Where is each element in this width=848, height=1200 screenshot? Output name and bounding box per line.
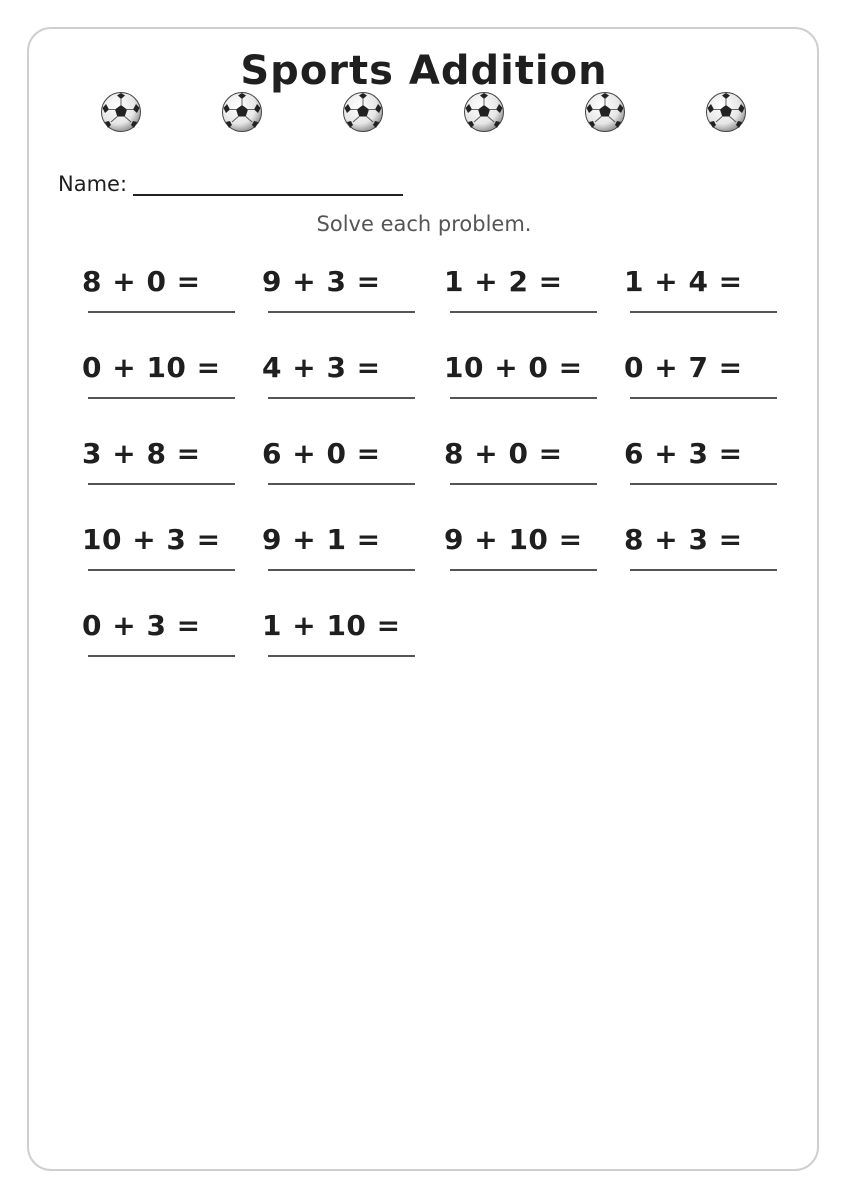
answer-line[interactable] [630,397,777,399]
name-label: Name: [58,172,128,196]
problem-equation: 1 + 2 = [444,265,563,298]
problem-item [82,265,234,315]
worksheet-page [27,27,819,1171]
problem-equation: 8 + 0 = [82,265,201,298]
problem-item [262,437,414,487]
soccer-ball-icon [221,91,263,133]
instruction-text: Solve each problem. [316,212,532,236]
problem-equation: 0 + 7 = [624,351,743,384]
problem-equation: 4 + 3 = [262,351,381,384]
problem-item [624,437,776,487]
soccer-ball-icon [705,91,747,133]
problem-equation: 1 + 10 = [262,609,401,642]
answer-line[interactable] [450,569,597,571]
answer-line[interactable] [268,569,415,571]
problem-equation: 6 + 3 = [624,437,743,470]
answer-line[interactable] [450,311,597,313]
problem-equation: 8 + 3 = [624,523,743,556]
answer-line[interactable] [268,483,415,485]
problem-item [262,351,414,401]
problem-item [262,609,414,659]
problem-equation: 9 + 10 = [444,523,583,556]
problem-item [444,265,596,315]
problem-item [262,265,414,315]
answer-line[interactable] [450,397,597,399]
soccer-ball-icon [584,91,626,133]
problem-equation: 0 + 10 = [82,351,221,384]
problem-item [624,265,776,315]
problem-equation: 6 + 0 = [262,437,381,470]
name-field-line[interactable] [133,172,403,196]
answer-line[interactable] [630,569,777,571]
answer-line[interactable] [268,655,415,657]
problem-equation: 9 + 3 = [262,265,381,298]
problem-item [444,351,596,401]
answer-line[interactable] [88,397,235,399]
soccer-ball-icon [342,91,384,133]
answer-line[interactable] [88,483,235,485]
problem-item [82,351,234,401]
problem-equation: 10 + 0 = [444,351,583,384]
problem-equation: 3 + 8 = [82,437,201,470]
soccer-ball-icon [100,91,142,133]
answer-line[interactable] [268,397,415,399]
answer-line[interactable] [630,483,777,485]
problem-equation: 8 + 0 = [444,437,563,470]
answer-line[interactable] [88,569,235,571]
soccer-ball-icon [463,91,505,133]
soccer-ball-row [100,91,760,133]
problem-item [82,609,234,659]
worksheet-title: Sports Addition [240,48,608,94]
answer-line[interactable] [268,311,415,313]
answer-line[interactable] [630,311,777,313]
problem-equation: 9 + 1 = [262,523,381,556]
answer-line[interactable] [450,483,597,485]
name-row [58,172,403,196]
problem-equation: 10 + 3 = [82,523,221,556]
problem-item [624,351,776,401]
problem-equation: 1 + 4 = [624,265,743,298]
problem-item [444,523,596,573]
problem-item [444,437,596,487]
problem-equation: 0 + 3 = [82,609,201,642]
problem-item [262,523,414,573]
problem-item [82,437,234,487]
answer-line[interactable] [88,311,235,313]
problem-item [624,523,776,573]
problem-item [82,523,234,573]
answer-line[interactable] [88,655,235,657]
